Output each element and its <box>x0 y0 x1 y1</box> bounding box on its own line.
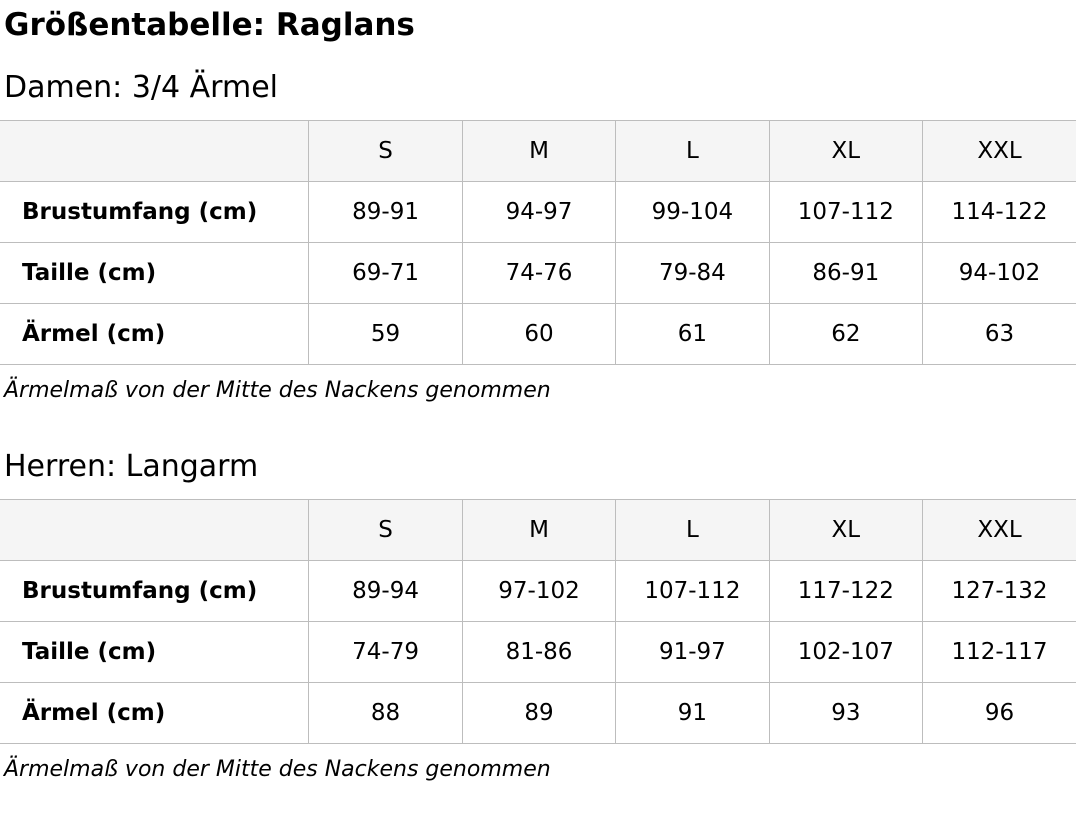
row-label-chest: Brustumfang (cm) <box>0 182 309 243</box>
section-heading-women: Damen: 3/4 Ärmel <box>4 70 278 105</box>
column-header-xl: XL <box>769 500 922 561</box>
cell-chest-xl: 117-122 <box>769 561 922 622</box>
cell-chest-s: 89-91 <box>309 182 462 243</box>
size-chart-page <box>0 4 1080 832</box>
cell-sleeve-l: 61 <box>616 304 769 365</box>
cell-waist-m: 81-86 <box>462 622 615 683</box>
section-heading-men: Herren: Langarm <box>4 449 259 484</box>
column-header-l: L <box>616 500 769 561</box>
column-header-s: S <box>309 500 462 561</box>
size-table-women <box>0 120 1076 365</box>
column-header-xxl: XXL <box>923 121 1076 182</box>
table-row <box>0 182 1076 243</box>
cell-waist-m: 74-76 <box>462 243 615 304</box>
cell-sleeve-m: 60 <box>462 304 615 365</box>
row-label-waist: Taille (cm) <box>0 622 309 683</box>
cell-chest-l: 99-104 <box>616 182 769 243</box>
table-note-men: Ärmelmaß von der Mitte des Nackens genommen <box>4 757 551 782</box>
cell-chest-xxl: 114-122 <box>923 182 1076 243</box>
cell-sleeve-xxl: 63 <box>923 304 1076 365</box>
cell-waist-l: 91-97 <box>616 622 769 683</box>
row-label-waist: Taille (cm) <box>0 243 309 304</box>
cell-chest-s: 89-94 <box>309 561 462 622</box>
table-body-women <box>0 182 1076 365</box>
table-header-row <box>0 500 1076 561</box>
table-row <box>0 243 1076 304</box>
cell-sleeve-l: 91 <box>616 683 769 744</box>
table-row <box>0 683 1076 744</box>
cell-chest-m: 94-97 <box>462 182 615 243</box>
row-label-chest: Brustumfang (cm) <box>0 561 309 622</box>
cell-waist-s: 74-79 <box>309 622 462 683</box>
page-title: Größentabelle: Raglans <box>4 7 415 43</box>
table-row <box>0 304 1076 365</box>
table-body-men <box>0 561 1076 744</box>
cell-waist-s: 69-71 <box>309 243 462 304</box>
column-header-xl: XL <box>769 121 922 182</box>
cell-waist-xl: 86-91 <box>769 243 922 304</box>
cell-chest-l: 107-112 <box>616 561 769 622</box>
column-header-l: L <box>616 121 769 182</box>
table-corner-cell <box>0 500 309 561</box>
cell-sleeve-xl: 62 <box>769 304 922 365</box>
cell-chest-m: 97-102 <box>462 561 615 622</box>
size-table-men <box>0 499 1076 744</box>
table-row <box>0 622 1076 683</box>
column-header-m: M <box>462 121 615 182</box>
table-corner-cell <box>0 121 309 182</box>
table-header-row <box>0 121 1076 182</box>
row-label-sleeve: Ärmel (cm) <box>0 304 309 365</box>
column-header-xxl: XXL <box>923 500 1076 561</box>
cell-sleeve-s: 59 <box>309 304 462 365</box>
cell-sleeve-m: 89 <box>462 683 615 744</box>
table-note-women: Ärmelmaß von der Mitte des Nackens genommen <box>4 378 551 403</box>
cell-waist-l: 79-84 <box>616 243 769 304</box>
column-header-s: S <box>309 121 462 182</box>
table-header-women <box>0 121 1076 182</box>
table-row <box>0 561 1076 622</box>
column-header-m: M <box>462 500 615 561</box>
cell-sleeve-s: 88 <box>309 683 462 744</box>
row-label-sleeve: Ärmel (cm) <box>0 683 309 744</box>
cell-sleeve-xxl: 96 <box>923 683 1076 744</box>
cell-chest-xl: 107-112 <box>769 182 922 243</box>
cell-waist-xl: 102-107 <box>769 622 922 683</box>
cell-waist-xxl: 94-102 <box>923 243 1076 304</box>
cell-waist-xxl: 112-117 <box>923 622 1076 683</box>
cell-chest-xxl: 127-132 <box>923 561 1076 622</box>
cell-sleeve-xl: 93 <box>769 683 922 744</box>
table-header-men <box>0 500 1076 561</box>
